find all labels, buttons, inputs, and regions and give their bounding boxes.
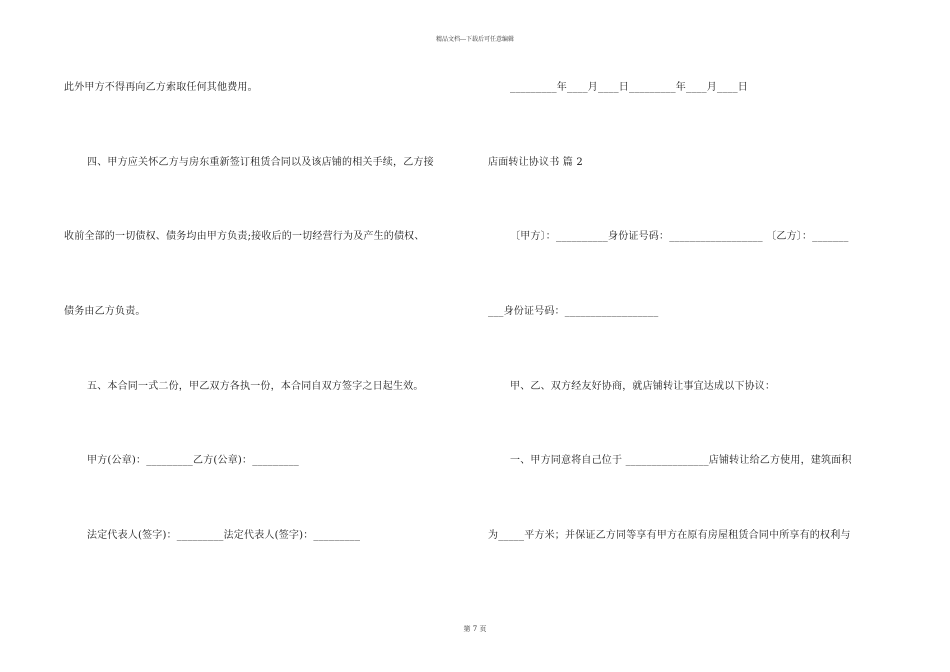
page-number: 第 7 页 (463, 625, 487, 633)
right-line-2: 店面转让协议书 篇 2 (488, 157, 583, 168)
right-line-7: 为_____平方米；并保证乙方同等享有甲方在原有房屋租赁合同中所享有的权利与 (488, 530, 851, 541)
left-line-4: 债务由乙方负责。 (64, 306, 146, 317)
left-line-7: 法定代表人(签字)：_________法定代表人(签字)：_________ (87, 530, 361, 541)
page-header: 精品文档---下载后可任意编辑 (435, 36, 515, 43)
right-line-4: ___身份证号码：__________________ (488, 306, 659, 317)
right-line-3: 〔甲方〕：__________身份证号码：__________________ 〔乙方〕：_______ (510, 231, 849, 242)
left-line-5: 五、本合同一式二份，甲乙双方各执一份，本合同自双方签字之日起生效。 (87, 381, 424, 392)
left-line-3: 收前全部的一切债权、债务均由甲方负责;接收后的一切经营行为及产生的债权、 (64, 231, 425, 242)
right-line-6: 一、甲方同意将自己位于 ________________店铺转让给乙方使用，建筑面积 (510, 455, 852, 466)
left-line-6: 甲方(公章)：_________乙方(公章)：_________ (87, 455, 300, 466)
left-line-2: 四、甲方应关怀乙方与房东重新签订租赁合同以及该店铺的相关手续，乙方接 (87, 157, 434, 168)
right-line-1: _________年____月____日_________年____月____日 (510, 82, 748, 93)
right-line-5: 甲、乙、双方经友好协商，就店铺转让事宜达成以下协议： (510, 381, 776, 392)
left-line-1: 此外甲方不得再向乙方索取任何其他费用。 (64, 82, 258, 93)
